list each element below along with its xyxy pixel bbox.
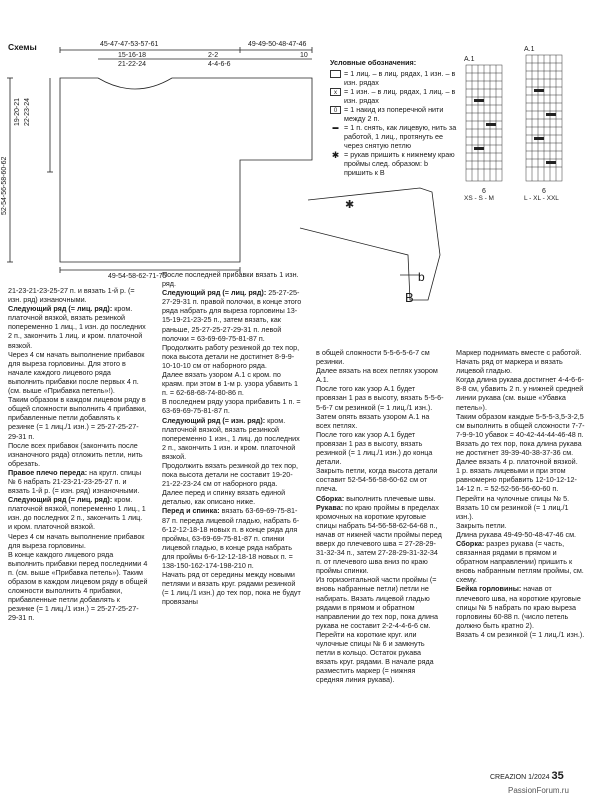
paragraph <box>8 495 148 531</box>
paragraph <box>162 416 302 461</box>
paragraph-text: После того как узор A.1 будет провязан 1 раз в высоту, вязать резинкой (= 1 лиц./1 изн.) до конца детали. <box>316 429 433 467</box>
paragraph <box>162 343 302 370</box>
paragraph <box>456 412 586 439</box>
paragraph <box>316 494 444 503</box>
paragraph <box>162 397 302 415</box>
paragraph-text: Далее вязать узором A.1 с кром. по краям. при этом в 1-м р. узора убавить 1 п. = 62-68-68-74-80-86 п. <box>162 370 298 398</box>
paragraph-text: Затем опять вязать узором A.1 на всех петлях. <box>316 411 430 430</box>
label-B: B <box>405 290 414 305</box>
paragraph-heading: Сборка: <box>316 493 345 503</box>
paragraph <box>162 506 302 570</box>
paragraph <box>316 384 444 411</box>
paragraph <box>8 532 148 550</box>
paragraph <box>456 348 586 357</box>
paragraph <box>316 466 444 493</box>
paragraph <box>456 530 586 539</box>
paragraph <box>8 350 148 395</box>
magazine-name: CREAZION 1/2024 <box>490 774 550 781</box>
dim-shoulder-b: 4-4-6-6 <box>208 61 231 68</box>
paragraph-text: Начать ряд от середины между новыми петлями и вязать круг. рядами резинкой (= 1 лиц./1 изн.) до тех пор, пока не будут провязаны <box>162 570 301 607</box>
paragraph <box>162 370 302 397</box>
paragraph-text: Маркер поднимать вместе с работой. <box>456 348 582 357</box>
paragraph-text: разрез рукава (= часть, связанная рядами в прямом и обратном направлении) пришить к вновь набранным петлям проймы, см. схему. <box>456 538 584 585</box>
paragraph-text: в общей сложности 5-5-6-5-6-7 см резинки. <box>316 348 430 367</box>
paragraph <box>8 550 148 623</box>
paragraph <box>456 630 586 639</box>
paragraph-text: После последней прибавки вязать 1 изн. ряд. <box>162 270 299 289</box>
paragraph-text: Вязать 10 см резинкой (= 1 лиц./1 изн.). <box>456 502 569 521</box>
watermark: PassionForum.ru <box>508 786 569 795</box>
paragraph <box>316 366 444 384</box>
dim-side-height: 52-54-56-58-60-62 <box>1 156 8 215</box>
paragraph-heading: Следующий ряд (= изн. ряд): <box>162 415 266 425</box>
paragraph-text: Закрыть петли, когда высота детали составит 52-54-56-58-60-62 см от плеча. <box>316 466 438 494</box>
paragraph-text: После всех прибавок (закончить после изнаночного ряда) отложить петли, нить обрезать. <box>8 440 143 468</box>
schemes-title: Схемы <box>8 42 37 52</box>
paragraph-text: Таким образом каждые 5-5-5-3,5-3-2,5 см выполнить в общей сложности 7-7-7-9-9-10 убавок = 40-42-44-44-46-48 п. <box>456 411 585 439</box>
paragraph-text: 21-23-21-23-25-27 п. и вязать 1-й р. (= изн. ряд) изнаночными. <box>8 286 135 305</box>
paragraph <box>316 575 444 630</box>
dim-sleeve-width: 49-49-50-48-47-46 <box>248 41 307 48</box>
asterisk-symbol-icon: ✱ <box>331 150 340 160</box>
paragraph-heading: Следующий ряд (= лиц. ряд): <box>8 304 113 314</box>
paragraph-text: Вязать до тех пор, пока длина рукава не достигнет 39-39-40-38-37-36 см. <box>456 438 582 458</box>
paragraph-text: кром. платочной вязкой, попеременно 1 лиц., 1 изн. до последних 2 п., закончить 1 лиц. и кром. платочной вязкой. <box>8 495 146 532</box>
paragraph-text: Перейти на чулочные спицы № 5. <box>456 493 570 503</box>
paragraph-text: по краю проймы в пределах кромочных на короткие круговые спицы набрать 54-56-58-62-64-68 п., начав от нижней части проймы перед вверх до плечевого шва = 27-28-29-31-32-34 п., затем 27-28-29-31-32-34 п. от плечевого шва вниз по краю проймы спинки. <box>316 502 442 576</box>
page-number: 35 <box>551 770 564 782</box>
paragraph <box>316 430 444 466</box>
paragraph-text: Когда длина рукава достигнет 4-4-6-6-8-8 см, убавить 2 п. у нижней средней линии рукава (см. выше «Убавка петель»). <box>456 375 584 412</box>
paragraph-text: вязать 63-69-69-75-81-87 п. переда лицевой гладью, набрать 6-6-12-12-18-18 новых п. в конце ряда для проймы, 63-69-69-75-81-87 п. спинки лицевой гладью, в конце ряда набрать для проймы 6-6-12-12-18-18 новых п. = 138-150-162-174-198-210 п. <box>162 506 300 570</box>
chart-a1-small-grid <box>464 63 504 183</box>
legend <box>330 58 458 177</box>
chart-a1-large-grid <box>524 53 564 183</box>
paragraph-text: на кругл. спицы № 6 набрать 21-23-21-23-25-27 п. и вязать 1-й р. (= изн. ряд) изнаночными. <box>8 467 142 496</box>
paragraph <box>8 468 148 495</box>
svg-text:✱: ✱ <box>345 199 355 211</box>
paragraph-heading: Перед и спинка: <box>162 506 220 516</box>
paragraph <box>316 412 444 430</box>
paragraph <box>162 288 302 343</box>
paragraph-text: начав от плечевого шва, на короткие круговые спицы № 5 набрать по краю выреза горловины 60-88 п. (число петель должно быть кратно 2). <box>456 584 581 630</box>
paragraph <box>316 503 444 576</box>
paragraph-text: Продолжить работу резинкой до тех пор, пока высота детали не достигнет 8-9-9-10-10-10 см от наборного ряда. <box>162 342 300 370</box>
paragraph-text: 25-27-25-27-29-31 п. правой полочки, в конце этого ряда набрать для выреза горловины 13-15-19-21-23-25 п., затем вязать, как раньше, 25-27-25-27-29-31 п. левой полочки = 63-69-69-75-81-87 п. <box>162 288 302 343</box>
text-column-3 <box>316 348 444 684</box>
paragraph-text: Таким образом в каждом лицевом ряду в общей сложности выполнить 4 прибавки, прибавленные петли добавлять к резинке (= 1 лиц./1 изн.) = 25-27-25-27-29-31 п. <box>8 395 147 441</box>
paragraph <box>162 570 302 606</box>
legend-item: x = 1 изн. – в лиц. рядах, 1 лиц. – в изн. рядах <box>330 87 458 105</box>
legend-item: ▬ = 1 п. снять, как лицевую, нить за работой, 1 лиц., протянуть ее через снятую петлю <box>330 123 458 150</box>
paragraph-text: выполнить плечевые швы. <box>344 493 436 503</box>
paragraph <box>456 466 586 493</box>
paragraph <box>8 395 148 440</box>
paragraph <box>456 357 586 375</box>
paragraph-text: Далее перед и спинку вязать единой деталью, как описано ниже. <box>162 488 286 507</box>
paragraph <box>456 539 586 584</box>
label-b: b <box>418 270 425 284</box>
dim-shoulder-a: 2-2 <box>208 52 219 59</box>
knit-symbol-icon <box>330 70 341 78</box>
legend-item: = 1 лиц. – в лиц. рядах, 1 изн. – в изн. рядах <box>330 69 458 87</box>
chart-a1-large: A.1 6 L - XL - XXL <box>524 46 564 202</box>
paragraph-text: Начать ряд от маркера и вязать лицевой гладью. <box>456 357 563 376</box>
paragraph-text: кром. платочной вязкой, вязать резинкой попеременно 1 лиц., 1 изн. до последних 2 п., закончить 1 лиц. и кром. платочной вязкой. <box>8 304 146 350</box>
paragraph <box>456 503 586 521</box>
paragraph-text: Из горизонтальной части проймы (= вновь набранные петли) петли не набирать. Вязать лицевой гладью рядами в прямом и обратном направлении до тех пор, пока длина рукава не составит 2-2-4-4-6-6 см. <box>316 575 438 630</box>
paragraph <box>456 494 586 503</box>
paragraph <box>456 521 586 530</box>
dim-ten: 10 <box>300 52 308 59</box>
paragraph-text: Закрыть петли. <box>456 520 507 530</box>
text-column-1 <box>8 286 148 622</box>
paragraph-text: В последнем ряду узора прибавить 1 п. = 63-69-69-75-81-87 п. <box>162 397 301 416</box>
yarn-over-symbol-icon: 0 <box>330 106 341 114</box>
paragraph-text: В конце каждого лицевого ряда выполнить прибавки перед последними 4 п. (см. выше «Прибавка петель»). Таким образом в каждом лицевом ряду в общей сложности выполнить 4 прибавки, прибавленные петли добавлять к резинке (= 1 лиц./1 изн.) = 25-27-25-27-29-31 п. <box>8 549 148 623</box>
page-footer <box>490 770 564 782</box>
legend-item: 0 = 1 накид из поперечной нити между 2 п. <box>330 105 458 123</box>
paragraph <box>456 375 586 411</box>
dim-armhole-b: 22-23-24 <box>24 97 31 126</box>
paragraph <box>8 304 148 349</box>
paragraph-text: Через 4 см начать выполнение прибавок для выреза горловины. Для этого в начале каждого лицевого ряда выполнить прибавки после первых 4 п. (см. выше «Прибавка петель»!). <box>8 349 145 396</box>
paragraph-text: Перейти на короткие круг. или чулочные спицы № 6 и замкнуть петли в кольцо. Остаток рукава вязать круг. рядами. В начале ряда разместить маркер (= нижняя средняя линия рукава). <box>316 629 434 685</box>
legend-item: ✱ = рукав пришить к нижнему краю проймы след. образом: b пришить к B <box>331 150 455 177</box>
text-column-2 <box>162 270 302 606</box>
paragraph-text: Далее вязать 4 р. платочной вязкой. <box>456 457 578 467</box>
paragraph-heading: Следующий ряд (= лиц. ряд): <box>8 495 113 505</box>
paragraph-heading: Следующий ряд (= лиц. ряд): <box>162 288 267 298</box>
paragraph-text: После того как узор A.1 будет провязан 1 раз в высоту, вязать 5-5-6-5-6-7 см резинкой (= 1 лиц./1 изн.). <box>316 384 444 412</box>
dim-neck-a: 15-16-18 <box>118 52 147 59</box>
paragraph-heading: Рукава: <box>316 502 344 512</box>
legend-title: Условные обозначения: <box>330 58 417 67</box>
paragraph <box>456 457 586 466</box>
paragraph <box>8 286 148 304</box>
slip-stitch-symbol-icon: ▬ <box>332 125 339 131</box>
paragraph <box>316 630 444 685</box>
paragraph-text: Далее вязать на всех петлях узором A.1. <box>316 366 438 385</box>
paragraph-text: Через 4 см начать выполнение прибавок для выреза горловины. <box>8 531 145 550</box>
paragraph <box>162 461 302 488</box>
paragraph-heading: Бейка горловины: <box>456 584 522 594</box>
paragraph <box>456 439 586 457</box>
chart-a1-small: A.1 6 XS - S - M <box>464 56 504 202</box>
paragraph-text: 1 р. вязать лицевыми и при этом равномерно прибавить 12-10-12-12-14-12 п. = 52-52-56-56-60-60 п. <box>456 466 577 494</box>
paragraph-text: Продолжить вязать резинкой до тех пор, пока высота детали не составит 19-20-21-22-23-24 см от наборного ряда. <box>162 460 298 489</box>
paragraph-heading: Сборка: <box>456 538 485 548</box>
paragraph <box>456 584 586 629</box>
paragraph <box>316 348 444 366</box>
purl-symbol-icon: x <box>330 88 341 96</box>
dim-top-width: 45-47-47-53-57-61 <box>100 41 159 48</box>
paragraph-text: Вязать 4 см резинкой (= 1 лиц./1 изн.). <box>456 629 585 639</box>
paragraph <box>162 488 302 506</box>
paragraph <box>162 270 302 288</box>
paragraph-text: Длина рукава 49-49-50-48-47-46 см. <box>456 529 577 539</box>
text-column-4 <box>456 348 586 639</box>
paragraph-heading: Правое плечо переда: <box>8 467 88 477</box>
dim-bottom-width: 49-54-58-62-71-75 <box>108 273 167 280</box>
dim-armhole-a: 19-20-21 <box>14 97 21 126</box>
paragraph-text: кром. платочной вязкой, вязать резинкой попеременно 1 изн., 1 лиц. до последних 2 п., закончить 1 изн. и кром. платочной вязкой. <box>162 415 300 461</box>
dim-neck-b: 21-22-24 <box>118 61 147 68</box>
paragraph <box>8 441 148 468</box>
